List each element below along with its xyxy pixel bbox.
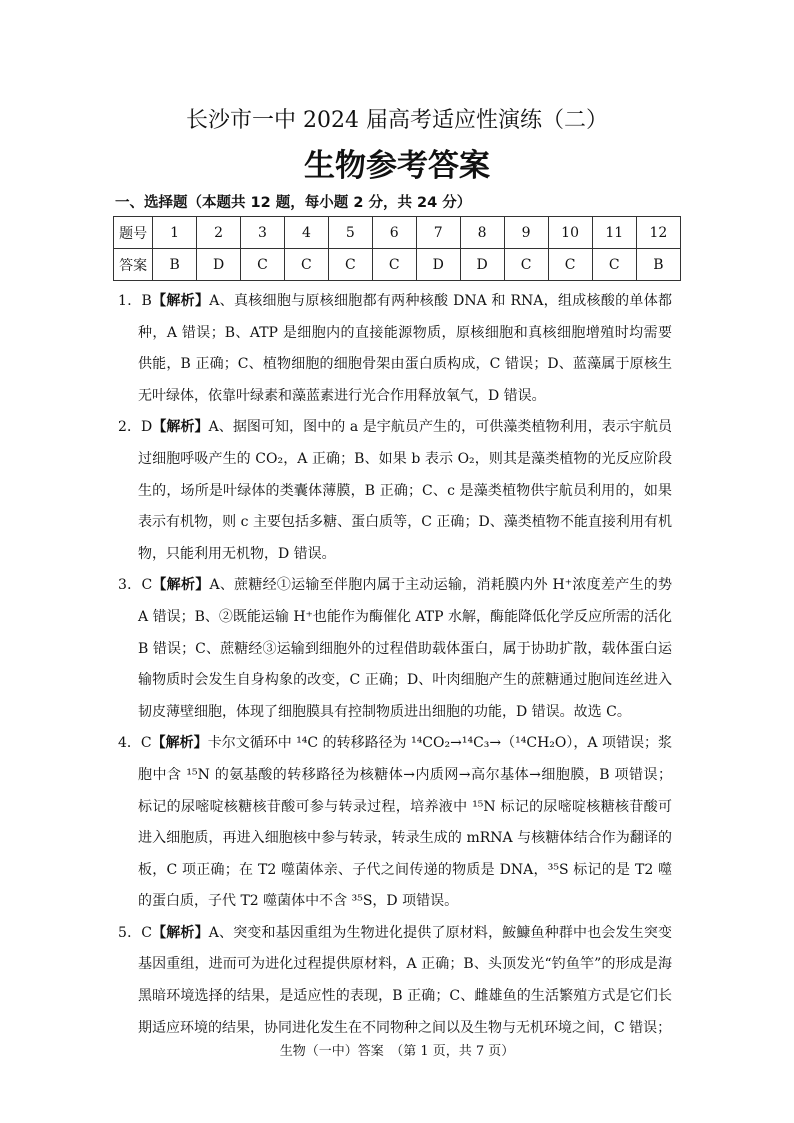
explanation-line (118, 318, 672, 350)
table-row-numbers (114, 217, 681, 249)
explanation-line (118, 918, 672, 950)
explanation-line (118, 855, 672, 887)
answer-cell: C (548, 249, 592, 281)
explanation-text: A、真核细胞与原核细胞都有两种核酸 DNA 和 RNA，组成核酸的单体都 (209, 293, 672, 309)
answer-cell: C (592, 249, 636, 281)
answer-cell: C (504, 249, 548, 281)
explanations (118, 286, 672, 1044)
explanation-line (118, 602, 672, 634)
item-number: 2． (118, 419, 142, 436)
analysis-tag: 【解析】 (151, 924, 209, 941)
item-answer: C (141, 924, 152, 941)
explanation-text: 板，C 项正确；在 T2 噬菌体亲、子代之间传递的物质是 DNA，³⁵S 标记的是 T2 噬 (138, 861, 672, 878)
answer-cell: C (372, 249, 416, 281)
explanation-line (118, 823, 672, 855)
explanation-text: 韧皮薄壁细胞，体现了细胞膜具有控制物质进出细胞的功能，D 错误。故选 C。 (138, 703, 631, 720)
question-number-cell: 8 (460, 217, 504, 249)
explanation-text: 供能，B 正确；C、植物细胞的细胞骨架由蛋白质构成，C 错误；D、蓝藻属于原核生 (138, 356, 672, 373)
item-answer: C (141, 577, 153, 594)
row-label: 题号 (114, 217, 153, 249)
question-number-cell: 4 (284, 217, 328, 249)
document-title: 长沙市一中 2024 届高考适应性演练（二） (186, 108, 608, 133)
row-label: 答案 (114, 249, 153, 281)
section-heading: 一、选择题（本题共 12 题，每小题 2 分，共 24 分） (115, 195, 472, 211)
explanation-line (118, 697, 672, 729)
explanation-line (118, 286, 672, 318)
explanation-line (118, 728, 672, 760)
item-answer: B (141, 293, 152, 309)
analysis-tag: 【解析】 (151, 293, 210, 309)
answer-cell: B (636, 249, 680, 281)
answer-table (113, 216, 681, 281)
explanation-text: A、据图可知，图中的 a 是宇航员产生的，可供藻类植物利用，表示宇航员 (208, 419, 672, 436)
explanation-line (118, 634, 672, 666)
analysis-tag: 【解析】 (152, 419, 209, 436)
answer-cell: C (241, 249, 285, 281)
answer-cell: C (284, 249, 328, 281)
explanation-line (118, 886, 672, 918)
explanation-text: 种，A 错误；B、ATP 是细胞内的直接能源物质，原核细胞和真核细胞增殖时均需要 (138, 324, 672, 341)
question-number-cell: 3 (241, 217, 285, 249)
explanation-line (118, 349, 672, 381)
explanation-line (118, 476, 672, 508)
analysis-tag: 【解析】 (152, 577, 210, 594)
explanation-text: 的蛋白质，子代 T2 噬菌体中不含 ³⁵S，D 项错误。 (138, 893, 459, 910)
explanation-item (118, 286, 672, 412)
question-number-cell: 7 (416, 217, 460, 249)
explanation-line (118, 381, 672, 413)
explanation-line (118, 665, 672, 697)
explanation-text: 表示有机物，则 c 主要包括多糖、蛋白质等，C 正确；D、藻类植物不能直接利用有机 (138, 514, 672, 531)
explanation-line (118, 760, 672, 792)
question-number-cell: 12 (636, 217, 680, 249)
explanation-line (118, 949, 672, 981)
explanation-item (118, 570, 672, 728)
explanation-text: B 错误；C、蔗糖经③运输到细胞外的过程借助载体蛋白，属于协助扩散，载体蛋白运 (138, 640, 672, 657)
explanation-text: 生的，场所是叶绿体的类囊体薄膜，B 正确；C、c 是藻类植物供宇航员利用的，如果 (138, 482, 672, 499)
explanation-line (118, 570, 672, 602)
answer-cell: D (416, 249, 460, 281)
explanation-line (118, 539, 672, 571)
explanation-line (118, 444, 672, 476)
explanation-text: 胞中含 ¹⁵N 的氨基酸的转移路径为核糖体→内质网→高尔基体→细胞膜，B 项错误； (138, 766, 672, 783)
explanation-item (118, 728, 672, 918)
explanation-text: 基因重组，进而可为进化过程提供原材料，A 正确；B、头顶发光“钓鱼竿”的形成是海 (138, 956, 672, 973)
explanation-line (118, 981, 672, 1013)
document-subtitle: 生物参考答案 (304, 148, 490, 184)
explanation-item (118, 412, 672, 570)
question-number-cell: 2 (197, 217, 241, 249)
item-answer: C (140, 735, 152, 752)
page-footer: 生物（一中）答案 （第 1 页，共 7 页） (279, 1044, 515, 1059)
explanation-item (118, 918, 672, 1044)
explanation-text: 黑暗环境选择的结果，是适应性的表现，B 正确；C、雌雄鱼的生活繁殖方式是它们长 (138, 988, 672, 1005)
answer-cell: B (153, 249, 197, 281)
explanation-text: 无叶绿体，依靠叶绿素和藻蓝素进行光合作用释放氧气，D 错误。 (138, 387, 546, 404)
answer-cell: D (197, 249, 241, 281)
explanation-line (118, 412, 672, 444)
item-number: 3． (118, 577, 142, 594)
question-number-cell: 9 (504, 217, 548, 249)
explanation-text: 进入细胞质，再进入细胞核中参与转录，转录生成的 mRNA 与核糖体结合作为翻译的 (138, 830, 672, 847)
item-number: 4． (118, 735, 141, 752)
question-number-cell: 11 (592, 217, 636, 249)
item-number: 5． (118, 924, 142, 941)
question-number-cell: 5 (328, 217, 372, 249)
table-row-answers (114, 249, 681, 281)
question-number-cell: 1 (153, 217, 197, 249)
answer-cell: C (328, 249, 372, 281)
explanation-text: 卡尔文循环中 ¹⁴C 的转移路径为 ¹⁴CO₂→¹⁴C₃→（¹⁴CH₂O），A 项错误；浆 (207, 735, 672, 752)
explanation-text: 标记的尿嘧啶核糖核苷酸可参与转录过程，培养液中 ¹⁵N 标记的尿嘧啶核糖核苷酸可 (138, 798, 672, 815)
question-number-cell: 6 (372, 217, 416, 249)
explanation-text: 期适应环境的结果，协同进化发生在不同物种之间以及生物与无机环境之间，C 错误； (138, 1019, 672, 1036)
explanation-text: A 错误；B、②既能运输 H⁺也能作为酶催化 ATP 水解，酶能降低化学反应所需的活化 (138, 608, 672, 625)
explanation-text: 物，只能利用无机物，D 错误。 (138, 545, 336, 562)
explanation-text: 输物质时会发生自身构象的改变，C 正确；D、叶肉细胞产生的蔗糖通过胞间连丝进入 (138, 672, 672, 689)
explanation-line (118, 792, 672, 824)
explanation-text: 过细胞呼吸产生的 CO₂，A 正确；B、如果 b 表示 O₂，则其是藻类植物的光反应阶段 (138, 450, 672, 467)
explanation-line (118, 507, 672, 539)
question-number-cell: 10 (548, 217, 592, 249)
explanation-text: A、蔗糖经①运输至伴胞内属于主动运输，消耗膜内外 H⁺浓度差产生的势 (209, 577, 672, 594)
answer-cell: D (460, 249, 504, 281)
explanation-text: A、突变和基因重组为生物进化提供了原材料，鮟鱇鱼种群中也会发生突变 (208, 924, 672, 941)
analysis-tag: 【解析】 (151, 735, 208, 752)
item-number: 1． (118, 293, 142, 309)
item-answer: D (141, 419, 153, 436)
